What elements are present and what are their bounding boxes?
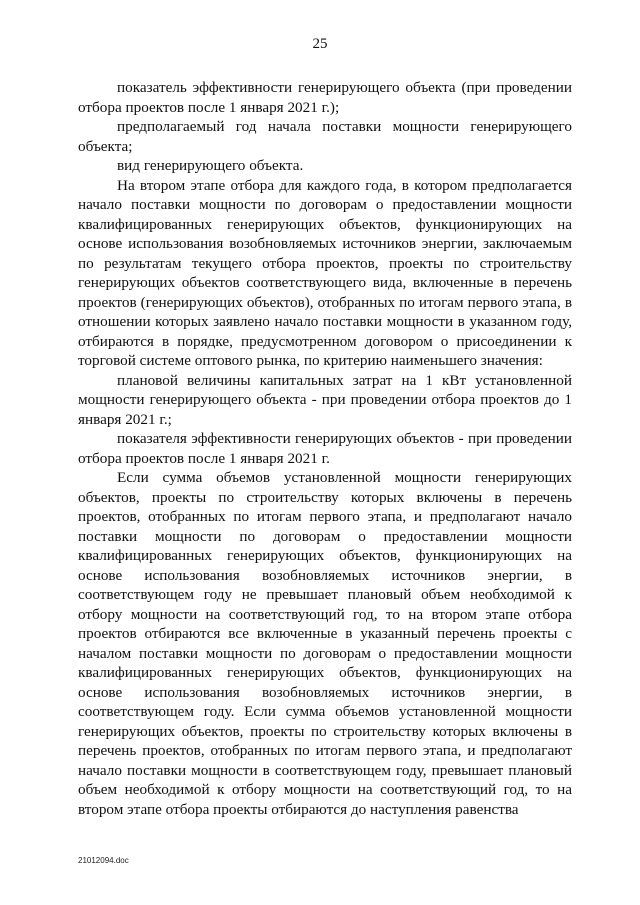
paragraph: вид генерирующего объекта. <box>117 157 304 174</box>
paragraph: показатель эффективности генерирующего объекта (при проведении отбора проектов после 1 января 2021 г.); <box>78 79 572 116</box>
paragraph: плановой величины капитальных затрат на 1 кВт установленной мощности генерирующего объекта - при проведении отбора проектов до 1 января 2021 г.; <box>78 371 572 428</box>
paragraph: Если сумма объемов установленной мощности генерирующих объектов, проекты по строительству которых включены в перечень проектов, отобранных по итогам первого этапа, и предполагают начало поставки мощности по договорам о предоставлении мощности квалифицированных генерирующих объектов, функционирующих на основе использования возобновляемых источников энергии, в соответствующем году не превышает плановый объем необходимой к отбору мощности на соответствующий год, то на втором этапе отбора проектов отбираются все включенные в указанный перечень проекты с началом поставки мощности по договорам о предоставлении мощности квалифицированных генерирующих объектов, функционирующих на основе использования возобновляемых источников энергии, в соответствующем году. Если сумма объемов установленной мощности генерирующих объектов, проекты по строительству которых включены в перечень проектов, отобранных по итогам первого этапа, и предполагают начало поставки мощности в соответствующем году, превышает плановый объем необходимой к отбору мощности на соответствующий год, то на втором этапе отбора проекты отбираются до наступления равенства <box>78 469 572 818</box>
paragraph: показателя эффективности генерирующих объектов - при проведении отбора проектов после 1 января 2021 г. <box>78 430 572 467</box>
page-number: 25 <box>312 36 328 52</box>
document-body <box>78 78 572 819</box>
paragraph: предполагаемый год начала поставки мощности генерирующего объекта; <box>78 118 572 155</box>
paragraph: На втором этапе отбора для каждого года, в котором предполагается начало поставки мощности по договорам о предоставлении мощности квалифицированных генерирующих объектов, функционирующих на основе использования возобновляемых источников энергии, заключаемым по результатам текущего отбора проектов, проекты по строительству генерирующих объектов соответствующего вида, включенные в перечень проектов (генерирующих объектов), отобранных по итогам первого этапа, в отношении которых заявлено начало поставки мощности в указанном году, отбираются в порядке, предусмотренном договором о присоединении к торговой системе оптового рынка, по критерию наименьшего значения: <box>78 176 572 369</box>
footer-filename: 21012094.doc <box>78 856 129 865</box>
